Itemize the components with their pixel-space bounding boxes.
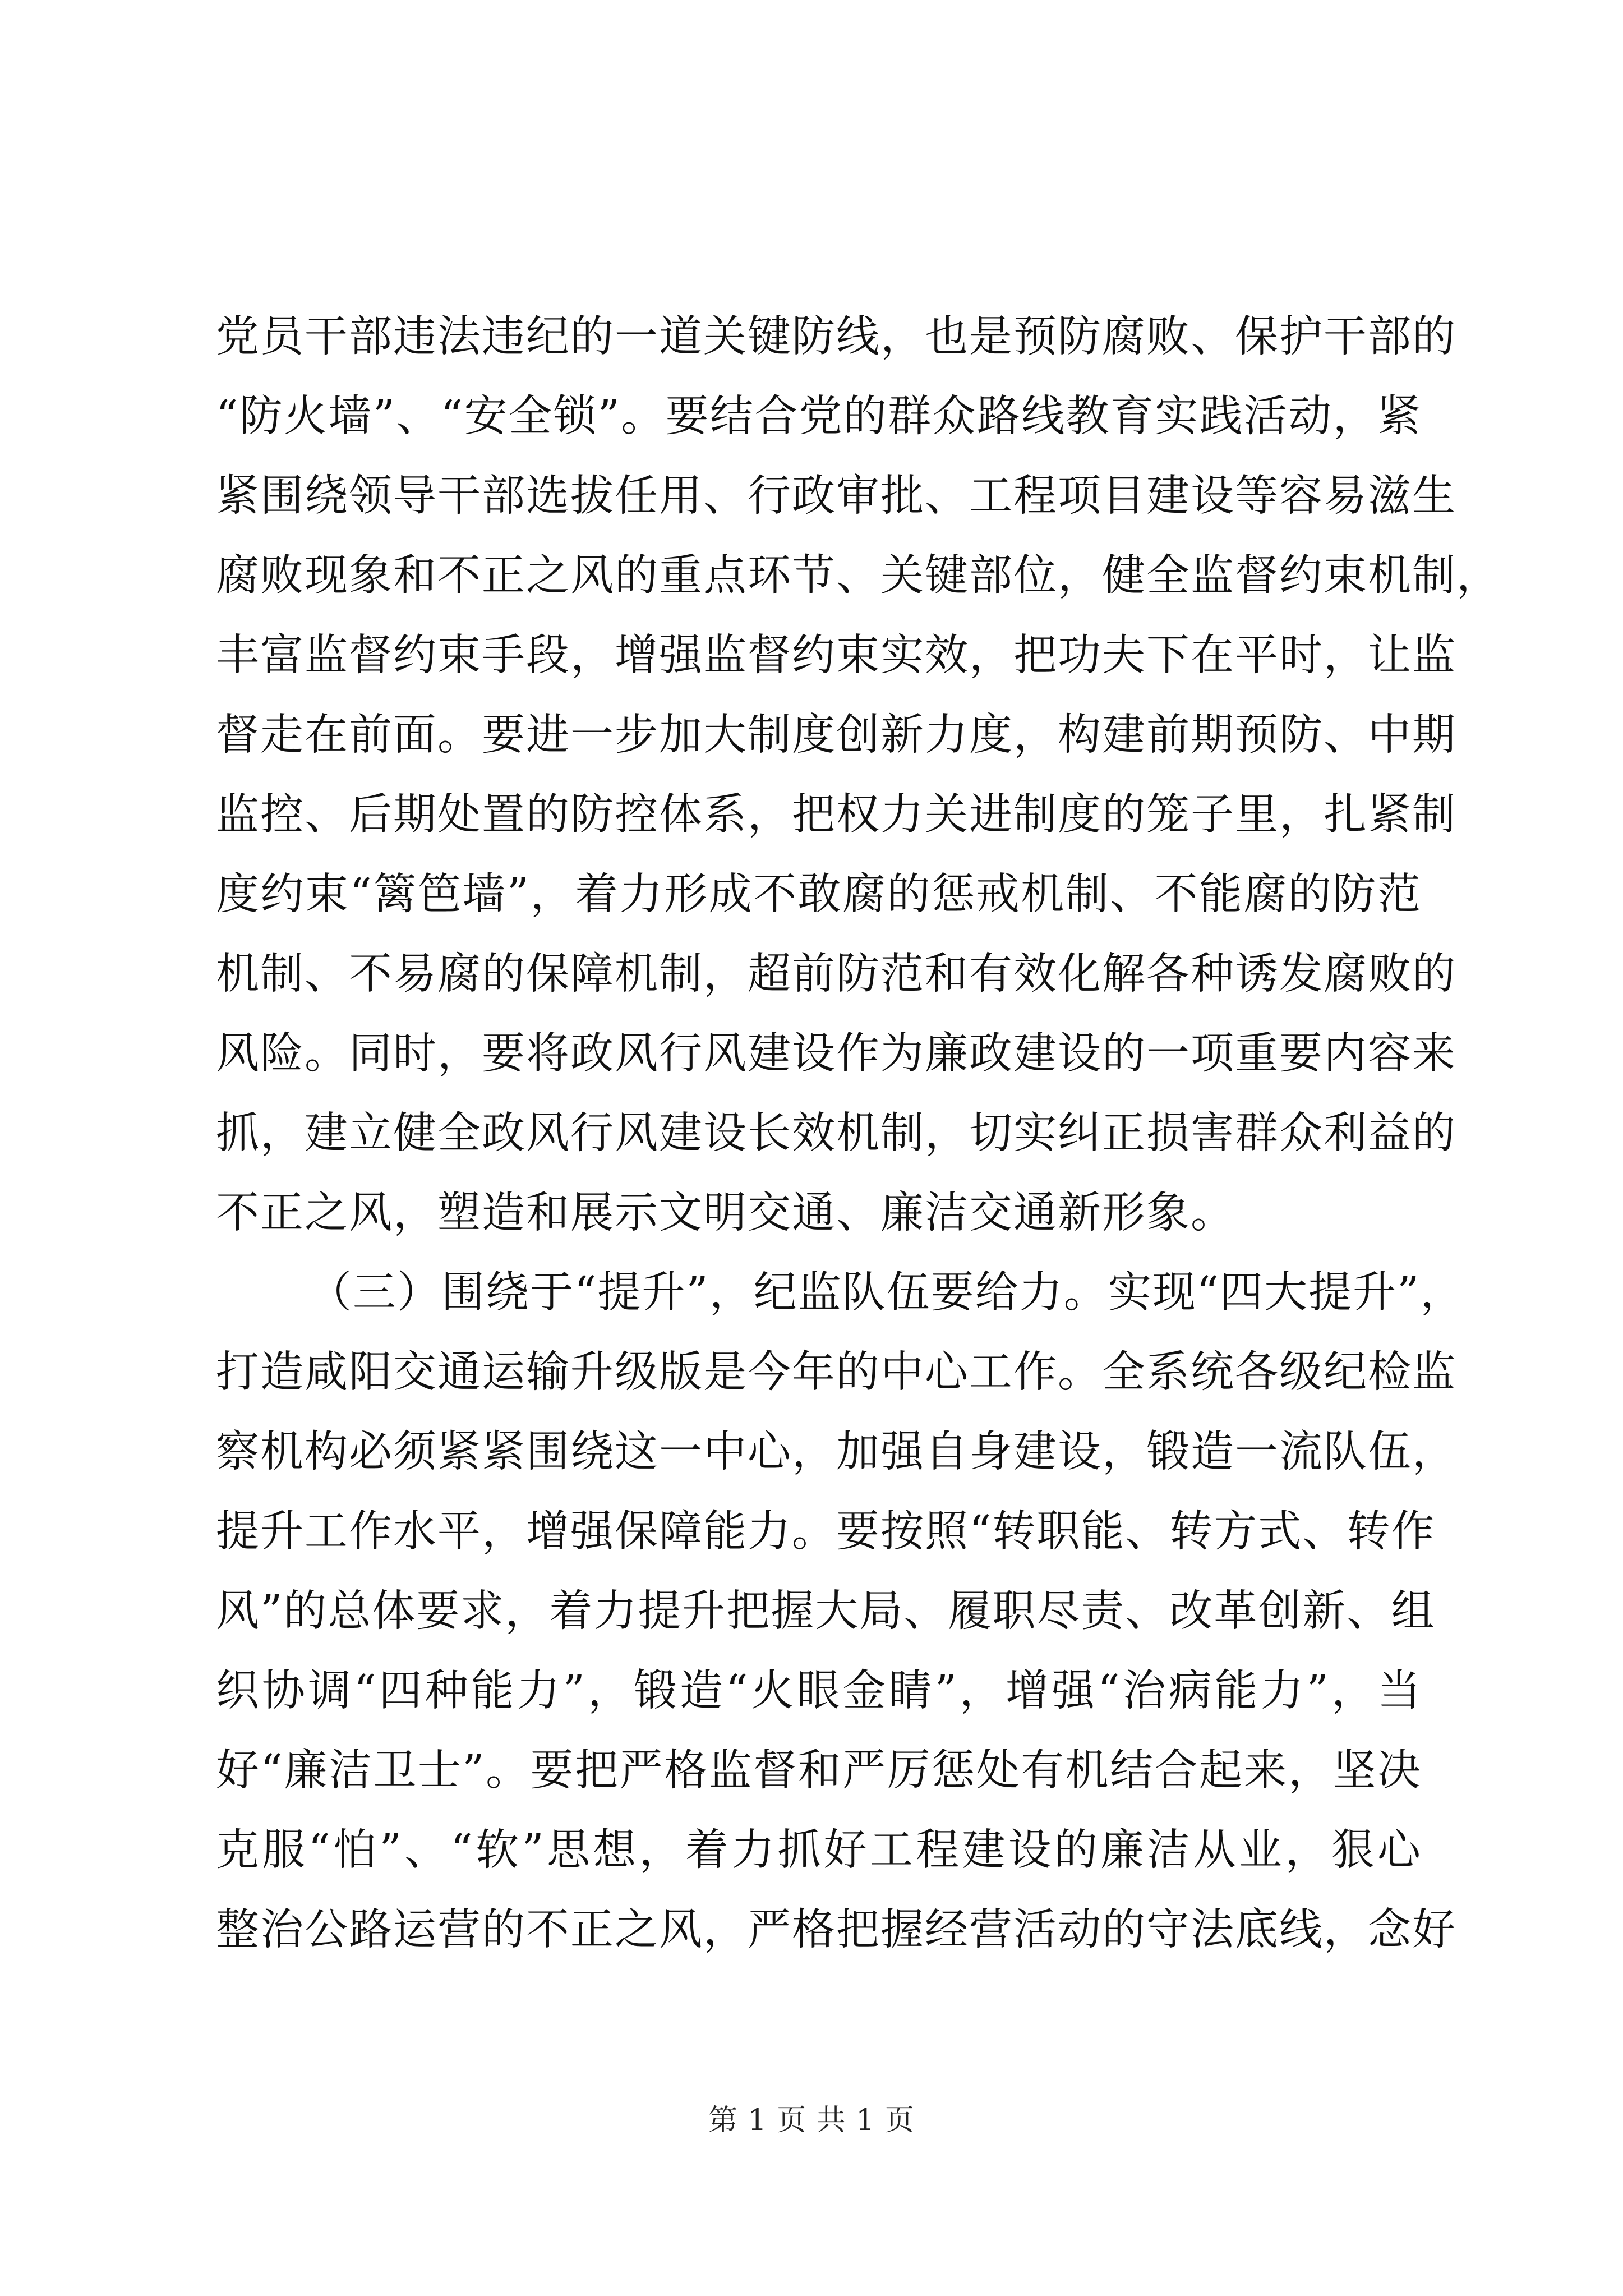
text-line: 机制、不易腐的保障机制，超前防范和有效化解各种诱发腐败的 <box>216 949 1456 999</box>
text-line: 织协调“四种能力”，锻造“火眼金睛”，增强“治病能力”，当 <box>216 1666 1422 1716</box>
text-line: 党员干部违法违纪的一道关键防线，也是预防腐败、保护干部的 <box>216 312 1456 362</box>
text-line: 提升工作水平，增强保障能力。要按照“转职能、转方式、转作 <box>216 1507 1436 1557</box>
text-line: “防火墙”、“安全锁”。要结合党的群众路线教育实践活动，紧 <box>216 392 1422 441</box>
text-line: 整治公路运营的不正之风，严格把握经营活动的守法底线，念好 <box>216 1905 1456 1955</box>
text-line: 紧围绕领导干部选拔任用、行政审批、工程项目建设等容易滋生 <box>216 471 1456 521</box>
text-line: 丰富监督约束手段，增强监督约束实效，把功夫下在平时，让监 <box>216 631 1456 680</box>
text-line: 腐败现象和不正之风的重点环节、关键部位，健全监督约束机制， <box>216 551 1501 601</box>
page-number-footer: 第 1 页 共 1 页 <box>708 2104 915 2137</box>
text-line: 察机构必须紧紧围绕这一中心，加强自身建设，锻造一流队伍， <box>216 1427 1456 1477</box>
text-line: 风”的总体要求，着力提升把握大局、履职尽责、改革创新、组 <box>216 1586 1436 1636</box>
text-line: 打造咸阳交通运输升级版是今年的中心工作。全系统各级纪检监 <box>216 1347 1456 1397</box>
text-line: 监控、后期处置的防控体系，把权力关进制度的笼子里，扎紧制 <box>216 790 1456 840</box>
text-line: 度约束“篱笆墙”，着力形成不敢腐的惩戒机制、不能腐的防范 <box>216 869 1422 919</box>
text-line: 好“廉洁卫士”。要把严格监督和严厉惩处有机结合起来，坚决 <box>216 1746 1422 1796</box>
text-line: 督走在前面。要进一步加大制度创新力度，构建前期预防、中期 <box>216 710 1456 760</box>
document-body <box>216 297 1501 1970</box>
text-line: 克服“怕”、“软”思想，着力抓好工程建设的廉洁从业，狠心 <box>216 1825 1422 1875</box>
text-line: 不正之风，塑造和展示文明交通、廉洁交通新形象。 <box>216 1188 1235 1238</box>
text-line: 抓，建立健全政风行风建设长效机制，切实纠正损害群众利益的 <box>216 1108 1456 1158</box>
section-heading-line: （三）围绕于“提升”，纪监队伍要给力。实现“四大提升”， <box>308 1268 1465 1318</box>
text-line: 风险。同时，要将政风行风建设作为廉政建设的一项重要内容来 <box>216 1029 1456 1079</box>
